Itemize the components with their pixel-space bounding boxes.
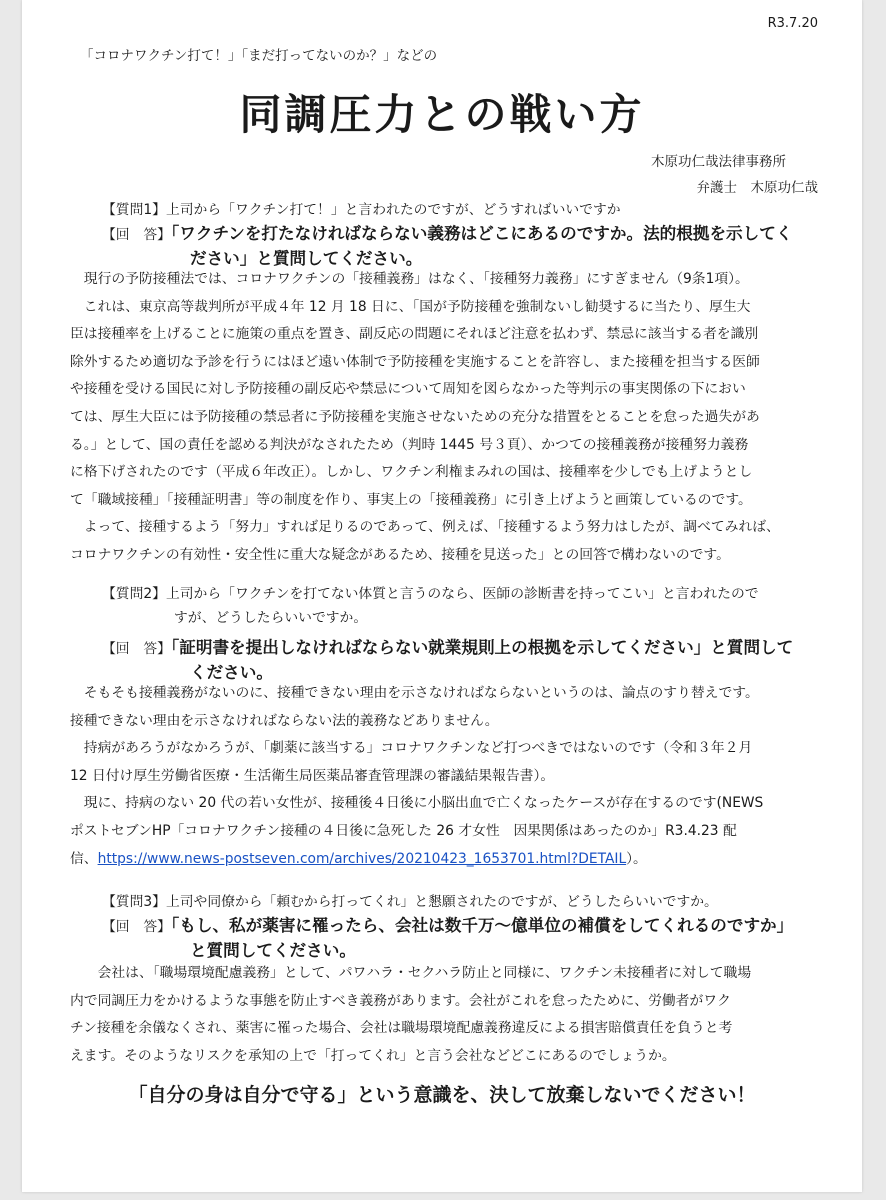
body-paragraph-line: て「職域接種」「接種証明書」等の制度を作り、事実上の「接種義務」に引き上げようと画策しているのです。	[70, 491, 752, 508]
answer-2-body	[70, 680, 834, 873]
answer-3	[102, 914, 793, 963]
body-paragraph-line: や接種を受ける国民に対し予防接種の副反応や禁忌について周知を図らなかった等判示の事実関係の下におい	[70, 381, 746, 398]
body-paragraph-line: 臣は接種率を上げることに施策の重点を置き、副反応の問題にそれほど注意を払わず、禁忌に該当する者を識別	[70, 326, 759, 343]
question-1-text: 上司から「ワクチン打て！」と言われたのですが、どうすればいいですか	[165, 202, 621, 218]
question-1	[102, 198, 621, 222]
body-paragraph-line: 12 日付け厚生労働省医療・生活衛生局医薬品審査管理課の審議結果報告書）。	[70, 767, 555, 784]
body-paragraph-line: そもそも接種義務がないのに、接種できない理由を示さなければならないというのは、論点のすり替えです。	[70, 685, 759, 701]
answer-3-line-1: 「もし、私が薬害に罹ったら、会社は数千万～億単位の補償をしてくれるのですか」	[170, 916, 794, 935]
question-1-label: 【質問1】	[102, 202, 166, 218]
body-paragraph-line: 内で同調圧力をかけるような事態を防止すべき義務があります。会社がこれを怠ったために、労働者がワク	[70, 992, 731, 1009]
question-2	[102, 582, 759, 630]
answer-2-line-2: ください。	[190, 663, 273, 682]
body-paragraph-line: ポストセブンHP「コロナワクチン接種の４日後に急死した 26 才女性 因果関係はあったのか」R3.4.23 配	[70, 822, 737, 839]
closing-message: 「自分の身は自分で守る」という意識を、決して放棄しないでください！	[128, 1084, 756, 1106]
body-paragraph-line: 現に、持病のない 20 代の若い女性が、接種後４日後に小脳出血で亡くなったケースが存在するのです(NEWS	[70, 795, 764, 812]
answer-1-line-2: ださい」と質問してください。	[190, 249, 423, 268]
body-paragraph-line: ては、厚生大臣には予防接種の禁忌者に予防接種を実施させないための充分な措置をとることを怠った過失があ	[70, 408, 760, 425]
law-firm-name: 木原功仁哉法律事務所	[651, 154, 786, 170]
page-title: 同調圧力との戦い方	[239, 90, 645, 139]
answer-3-label: 【回 答】	[102, 919, 171, 935]
link-prefix: 信、	[70, 850, 98, 867]
body-paragraph-line: る。」として、国の責任を認める判決がなされたため（判時 1445 号３頁）、かつての接種義務が接種努力義務	[70, 436, 749, 453]
body-paragraph-line: 持病があろうがなかろうが、「劇薬に該当する」コロナワクチンなど打つべきではないのです（令和３年２月	[70, 740, 753, 757]
question-2-line-2: すが、どうしたらいいですか。	[174, 610, 368, 626]
body-paragraph-line: 接種できない理由を示さなければならない法的義務などありません。	[70, 712, 499, 729]
body-paragraph-line: これは、東京高等裁判所が平成４年 12 月 18 日に、「国が予防接種を強制ないし勧奨するに当たり、厚生大	[70, 298, 751, 315]
answer-2-line-1: 「証明書を提出しなければならない就業規則上の根拠を示してください」と質問して	[170, 638, 794, 657]
question-3	[102, 890, 718, 914]
answer-3-body	[70, 960, 834, 1070]
document-date: R3.7.20	[767, 16, 818, 31]
question-3-text: 上司や同僚から「頼むから打ってくれ」と懇願されたのですが、どうしたらいいですか。	[165, 894, 718, 910]
answer-1-label: 【回 答】	[102, 227, 171, 243]
answer-3-line-2: と質問してください。	[190, 941, 356, 960]
answer-2-label: 【回 答】	[102, 641, 171, 657]
body-paragraph-line: コロナワクチンの有効性・安全性に重大な疑念があるため、接種を見送った」との回答で構わないのです。	[70, 546, 730, 563]
answer-1	[102, 222, 792, 271]
document-page	[22, 0, 862, 1192]
body-paragraph-line: えます。そのようなリスクを承知の上で「打ってくれ」と言う会社などどこにあるのでしょうか。	[70, 1047, 676, 1064]
body-paragraph-line: 除外するため適切な予診を行うにはほど遠い体制で予防接種を実施することを許容し、また接種を担当する医師	[70, 353, 760, 370]
link-suffix: ）。	[626, 850, 647, 867]
lawyer-name: 弁護士 木原功仁哉	[696, 180, 818, 196]
answer-1-line-1: 「ワクチンを打たなければならない義務はどこにあるのですか。法的根拠を示してく	[170, 224, 793, 243]
body-paragraph-line: 会社は、「職場環境配慮義務」として、パワハラ・セクハラ防止と同様に、ワクチン未接種者に対して職場	[70, 965, 752, 981]
title-lead: 「コロナワクチン打て！」「まだ打ってないのか？」などの	[80, 48, 438, 64]
source-link[interactable]: https://www.news-postseven.com/archives/20210423_1653701.html?DETAIL	[97, 850, 627, 867]
question-2-line-1: 上司から「ワクチンを打てない体質と言うのなら、医師の診断書を持ってこい」と言われたので	[165, 586, 759, 602]
body-paragraph-line: に格下げされたのです（平成６年改正）。しかし、ワクチン利権まみれの国は、接種率を少しでも上げようとし	[70, 464, 753, 481]
body-paragraph-line: 現行の予防接種法では、コロナワクチンの「接種義務」はなく、「接種努力義務」にすぎません（9条1項）。	[70, 271, 749, 287]
body-paragraph-line	[70, 846, 834, 874]
question-2-label: 【質問2】	[102, 586, 166, 602]
body-paragraph-line: チン接種を余儀なくされ、薬害に罹った場合、会社は職場環境配慮義務違反による損害賠償責任を負うと考	[70, 1020, 733, 1037]
body-paragraph-line: よって、接種するよう「努力」すれば足りるのであって、例えば、「接種するよう努力はしたが、調べてみれば、	[70, 519, 780, 536]
answer-2	[102, 636, 793, 685]
answer-1-body	[70, 266, 834, 570]
question-3-label: 【質問3】	[102, 894, 166, 910]
